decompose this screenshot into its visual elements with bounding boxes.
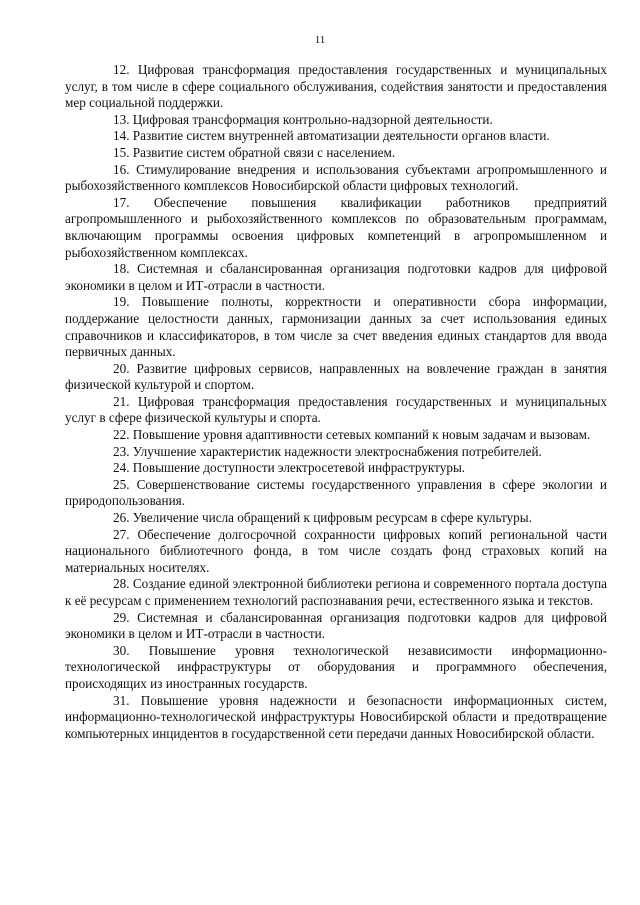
list-item: 30. Повышение уровня технологической независимости информационно-технологической инфраструктуры от оборудования и программного обеспечения, происходящих из иностранных государств.	[65, 642, 607, 691]
list-item: 24. Повышение доступности электросетевой инфраструктуры.	[113, 460, 466, 476]
list-item: 19. Повышение полноты, корректности и оперативности сбора информации, поддержание целостности данных, гармонизации данных за счет использования единых справочников и классификаторов, в том числе за счет введения единых стандартов для ввода первичных данных.	[65, 294, 607, 360]
list-item: 20. Развитие цифровых сервисов, направленных на вовлечение граждан в занятия физической культурой и спортом.	[65, 360, 607, 393]
list-item: 21. Цифровая трансформация предоставления государственных и муниципальных услуг в сфере физической культуры и спорта.	[65, 393, 607, 426]
list-item: 15. Развитие систем обратной связи с населением.	[113, 144, 396, 160]
list-item: 13. Цифровая трансформация контрольно-надзорной деятельности.	[113, 111, 493, 127]
list-item: 26. Увеличение числа обращений к цифровым ресурсам в сфере культуры.	[113, 510, 532, 526]
list-item: 29. Системная и сбалансированная организация подготовки кадров для цифровой экономики в целом и ИТ-отрасли в частности.	[65, 609, 607, 642]
document-body	[65, 62, 607, 742]
list-item: 27. Обеспечение долгосрочной сохранности цифровых копий региональной части национального библиотечного фонда, в том числе создать фонд страховых копий на материальных носителях.	[65, 526, 607, 575]
list-item: 22. Повышение уровня адаптивности сетевых компаний к новым задачам и вызовам.	[113, 427, 591, 443]
list-item: 17. Обеспечение повышения квалификации работников предприятий агропромышленного и рыбохозяйственного комплексов по образовательным программам, включающим программы освоения цифровых компетенций в агропромышленном и рыбохозяйственном комплексах.	[65, 194, 607, 260]
list-item: 23. Улучшение характеристик надежности электроснабжения потребителей.	[113, 443, 542, 459]
page-number: 11	[314, 34, 326, 46]
list-item: 12. Цифровая трансформация предоставления государственных и муниципальных услуг, в том числе в сфере социального обслуживания, содействия занятости и предоставления мер социальной поддержки.	[65, 62, 607, 111]
list-item: 25. Совершенствование системы государственного управления в сфере экологии и природопользования.	[65, 476, 607, 509]
list-item: 28. Создание единой электронной библиотеки региона и современного портала доступа к её ресурсам с применением технологий распознавания речи, естественного языка и текстов.	[65, 576, 607, 608]
list-item: 14. Развитие систем внутренней автоматизации деятельности органов власти.	[113, 128, 550, 144]
list-item: 16. Стимулирование внедрения и использования субъектами агропромышленного и рыбохозяйственного комплексов Новосибирской области цифровых технологий.	[65, 161, 607, 194]
list-item: 18. Системная и сбалансированная организация подготовки кадров для цифровой экономики в целом и ИТ-отрасли в частности.	[65, 261, 607, 293]
list-item: 31. Повышение уровня надежности и безопасности информационных систем, информационно-технологической инфраструктуры Новосибирской области и предотвращение компьютерных инцидентов в государственной сети передачи данных Новосибирской области.	[65, 692, 607, 741]
